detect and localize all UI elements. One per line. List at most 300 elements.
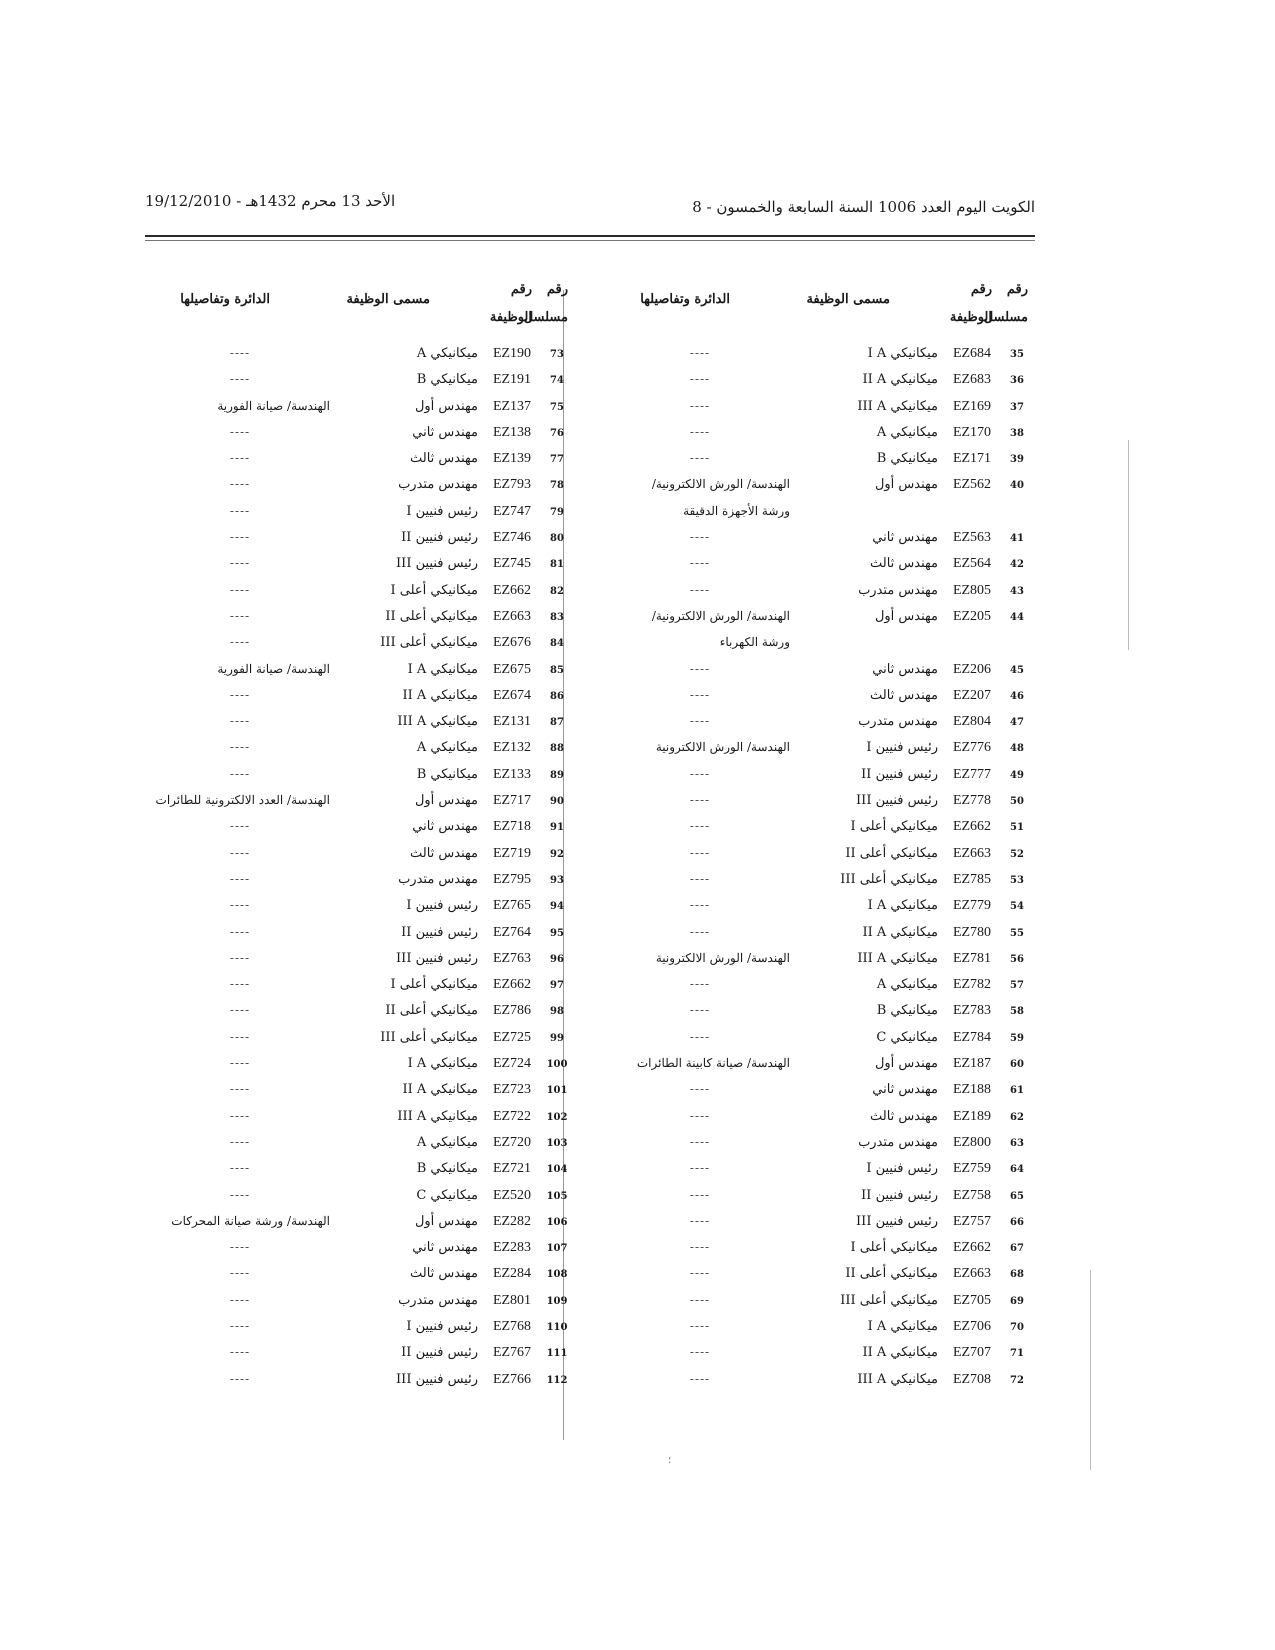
job-title: ميكانيكي II A bbox=[862, 372, 938, 388]
serial-number: 95 bbox=[550, 927, 564, 939]
department: الهندسة/ صيانة الفورية bbox=[217, 661, 330, 676]
department: ---- bbox=[689, 556, 711, 571]
job-code: EZ662 bbox=[952, 1240, 992, 1256]
table-row bbox=[130, 1184, 570, 1210]
job-title: مهندس متدرب bbox=[398, 1292, 478, 1308]
table-row bbox=[130, 710, 570, 736]
serial-number: 67 bbox=[1010, 1243, 1024, 1255]
header-job-title: مسمى الوظيفة bbox=[806, 292, 890, 307]
department: ---- bbox=[689, 398, 711, 413]
department: ---- bbox=[689, 1082, 711, 1097]
job-code: EZ206 bbox=[952, 661, 992, 677]
job-code: EZ723 bbox=[492, 1082, 532, 1098]
serial-number: 58 bbox=[1010, 1006, 1024, 1018]
department: ---- bbox=[229, 372, 251, 387]
job-code: EZ189 bbox=[952, 1108, 992, 1124]
table-row bbox=[590, 579, 1030, 605]
job-title: ميكانيكي أعلى II bbox=[845, 1266, 938, 1282]
serial-number: 63 bbox=[1010, 1137, 1024, 1149]
job-title: رئيس فنيين III bbox=[856, 793, 938, 809]
serial-number: 108 bbox=[546, 1269, 568, 1281]
department: ---- bbox=[229, 845, 251, 860]
scan-mark: ؛ bbox=[668, 1455, 672, 1466]
department: ---- bbox=[229, 477, 251, 492]
job-code: EZ721 bbox=[492, 1161, 532, 1177]
department: الهندسة/ صيانة الفورية bbox=[217, 398, 330, 413]
job-title: ميكانيكي II A bbox=[862, 924, 938, 940]
serial-number: 106 bbox=[546, 1216, 568, 1228]
department: ---- bbox=[229, 346, 251, 360]
serial-number: 109 bbox=[546, 1295, 568, 1307]
job-title: ميكانيكي أعلى II bbox=[385, 1003, 478, 1019]
serial-number: 94 bbox=[550, 901, 564, 913]
department: ---- bbox=[689, 898, 711, 913]
department: الهندسة/ ورشة صيانة المحركات bbox=[171, 1213, 330, 1228]
department: ورشة الكهرباء bbox=[719, 635, 790, 650]
table-row bbox=[590, 1341, 1030, 1367]
job-title: مهندس ثاني bbox=[872, 530, 938, 546]
job-title: رئيس فنيين II bbox=[401, 530, 478, 546]
job-code: EZ675 bbox=[492, 661, 532, 677]
table-row bbox=[130, 368, 570, 394]
job-code: EZ662 bbox=[952, 819, 992, 835]
department: ---- bbox=[689, 530, 711, 545]
job-title: ميكانيكي أعلى III bbox=[380, 635, 478, 651]
table-row bbox=[130, 631, 570, 657]
job-code: EZ795 bbox=[492, 871, 532, 887]
table-row bbox=[130, 815, 570, 841]
job-title: ميكانيكي I A bbox=[867, 346, 938, 361]
department: الهندسة/ الورش الالكترونية bbox=[655, 740, 790, 755]
department: ---- bbox=[229, 582, 251, 597]
job-title: رئيس فنيين II bbox=[401, 924, 478, 940]
job-code: EZ779 bbox=[952, 898, 992, 914]
department: ---- bbox=[229, 635, 251, 650]
serial-number: 89 bbox=[550, 769, 564, 781]
table-row bbox=[590, 973, 1030, 999]
serial-number: 55 bbox=[1010, 927, 1024, 939]
serial-number: 60 bbox=[1010, 1059, 1024, 1071]
job-code: EZ707 bbox=[952, 1345, 992, 1361]
job-title: مهندس متدرب bbox=[858, 582, 938, 598]
table-row bbox=[590, 421, 1030, 447]
job-code: EZ745 bbox=[492, 556, 532, 572]
serial-number: 69 bbox=[1010, 1295, 1024, 1307]
serial-number: 110 bbox=[546, 1321, 568, 1333]
job-title: مهندس ثاني bbox=[872, 1082, 938, 1098]
table-row bbox=[130, 894, 570, 920]
scan-artifact-line bbox=[1090, 1270, 1091, 1470]
job-code: EZ190 bbox=[492, 346, 532, 361]
department: ---- bbox=[689, 424, 711, 439]
jobs-table-right-column bbox=[590, 280, 1030, 1394]
table-row bbox=[590, 395, 1030, 421]
department: ---- bbox=[229, 819, 251, 834]
job-code: EZ724 bbox=[492, 1056, 532, 1072]
job-title: مهندس أول bbox=[414, 1213, 478, 1229]
serial-number: 61 bbox=[1010, 1085, 1024, 1097]
serial-number: 57 bbox=[1010, 980, 1024, 992]
table-row bbox=[590, 1131, 1030, 1157]
serial-number: 78 bbox=[550, 480, 564, 492]
table-header bbox=[130, 280, 570, 342]
table-row bbox=[130, 1315, 570, 1341]
serial-number: 48 bbox=[1010, 743, 1024, 755]
serial-number: 65 bbox=[1010, 1190, 1024, 1202]
job-title: ميكانيكي I A bbox=[867, 898, 938, 914]
serial-number: 59 bbox=[1010, 1032, 1024, 1044]
serial-number: 46 bbox=[1010, 690, 1024, 702]
table-row bbox=[590, 631, 1030, 657]
job-code: EZ207 bbox=[952, 687, 992, 703]
header-serial: رقم bbox=[1006, 282, 1028, 297]
job-code: EZ663 bbox=[492, 608, 532, 624]
header-department: الدائرة وتفاصيلها bbox=[180, 292, 270, 307]
table-row bbox=[590, 1210, 1030, 1236]
job-title: مهندس أول bbox=[874, 608, 938, 624]
job-code: EZ131 bbox=[492, 714, 532, 730]
job-title: ميكانيكي A bbox=[416, 346, 478, 361]
job-title: ميكانيكي B bbox=[416, 372, 478, 388]
header-serial-line2: مسلسل bbox=[523, 310, 568, 325]
job-code: EZ777 bbox=[952, 766, 992, 782]
header-job-title: مسمى الوظيفة bbox=[346, 292, 430, 307]
job-code: EZ767 bbox=[492, 1345, 532, 1361]
serial-number: 101 bbox=[546, 1085, 568, 1097]
job-title: مهندس ثالث bbox=[869, 687, 938, 703]
job-code: EZ562 bbox=[952, 477, 992, 493]
job-title: مهندس ثالث bbox=[869, 556, 938, 572]
job-title: ميكانيكي II A bbox=[402, 687, 478, 703]
serial-number: 77 bbox=[550, 454, 564, 466]
table-row bbox=[130, 947, 570, 973]
job-code: EZ722 bbox=[492, 1108, 532, 1124]
table-row bbox=[130, 868, 570, 894]
table-row bbox=[590, 1236, 1030, 1262]
department: ---- bbox=[689, 1003, 711, 1018]
serial-number: 91 bbox=[550, 822, 564, 834]
serial-number: 87 bbox=[550, 717, 564, 729]
department: ---- bbox=[229, 530, 251, 545]
serial-number: 56 bbox=[1010, 953, 1024, 965]
table-row bbox=[130, 789, 570, 815]
serial-number: 74 bbox=[550, 375, 564, 387]
table-header bbox=[590, 280, 1030, 342]
serial-number: 45 bbox=[1010, 664, 1024, 676]
header-department: الدائرة وتفاصيلها bbox=[640, 292, 730, 307]
department: ---- bbox=[229, 1082, 251, 1097]
table-row bbox=[130, 500, 570, 526]
department: ---- bbox=[689, 977, 711, 992]
job-title: مهندس أول bbox=[414, 793, 478, 809]
serial-number: 37 bbox=[1010, 401, 1024, 413]
serial-number: 105 bbox=[546, 1190, 568, 1202]
job-title: مهندس ثاني bbox=[872, 661, 938, 677]
header-code-line2: الوظيفة bbox=[949, 310, 992, 325]
job-code: EZ785 bbox=[952, 871, 992, 887]
department: الهندسة/ الورش الالكترونية bbox=[655, 950, 790, 965]
header-serial-line2: مسلسل bbox=[983, 310, 1028, 325]
serial-number: 112 bbox=[546, 1374, 568, 1386]
header-code: رقم bbox=[510, 282, 532, 297]
header-serial: رقم bbox=[546, 282, 568, 297]
serial-number: 39 bbox=[1010, 454, 1024, 466]
job-title: ميكانيكي أعلى I bbox=[850, 1240, 938, 1256]
department: ---- bbox=[229, 1056, 251, 1071]
department: ---- bbox=[689, 924, 711, 939]
job-code: EZ768 bbox=[492, 1318, 532, 1334]
department: ---- bbox=[229, 451, 251, 466]
serial-number: 81 bbox=[550, 559, 564, 571]
job-code: EZ170 bbox=[952, 424, 992, 440]
table-row bbox=[590, 342, 1030, 368]
table-row bbox=[590, 1157, 1030, 1183]
job-code: EZ663 bbox=[952, 1266, 992, 1282]
job-title: رئيس فنيين I bbox=[406, 503, 478, 519]
job-code: EZ801 bbox=[492, 1292, 532, 1308]
serial-number: 54 bbox=[1010, 901, 1024, 913]
job-title: رئيس فنيين II bbox=[861, 766, 938, 782]
table-row bbox=[590, 1368, 1030, 1394]
table-row bbox=[130, 1368, 570, 1394]
department: ---- bbox=[229, 1345, 251, 1360]
job-title: مهندس متدرب bbox=[398, 871, 478, 887]
serial-number: 36 bbox=[1010, 375, 1024, 387]
job-code: EZ138 bbox=[492, 424, 532, 440]
serial-number: 93 bbox=[550, 874, 564, 886]
serial-number: 92 bbox=[550, 848, 564, 860]
department: ---- bbox=[689, 687, 711, 702]
serial-number: 49 bbox=[1010, 769, 1024, 781]
department: ---- bbox=[229, 1003, 251, 1018]
job-title: رئيس فنيين III bbox=[396, 556, 478, 572]
job-code: EZ191 bbox=[492, 372, 532, 388]
table-row bbox=[130, 1236, 570, 1262]
table-row bbox=[590, 921, 1030, 947]
table-row bbox=[590, 815, 1030, 841]
table-row bbox=[590, 1078, 1030, 1104]
table-row bbox=[590, 473, 1030, 499]
job-title: مهندس ثالث bbox=[409, 1266, 478, 1282]
job-title: ميكانيكي III A bbox=[857, 1371, 938, 1387]
job-title: رئيس فنيين II bbox=[861, 1187, 938, 1203]
serial-number: 66 bbox=[1010, 1216, 1024, 1228]
job-title: ميكانيكي II A bbox=[402, 1082, 478, 1098]
department: ---- bbox=[689, 714, 711, 729]
department: ---- bbox=[229, 424, 251, 439]
table-row bbox=[590, 605, 1030, 631]
serial-number: 73 bbox=[550, 349, 564, 360]
serial-number: 50 bbox=[1010, 796, 1024, 808]
serial-number: 42 bbox=[1010, 559, 1024, 571]
table-row bbox=[130, 1210, 570, 1236]
table-row bbox=[130, 1289, 570, 1315]
table-row bbox=[130, 342, 570, 368]
job-code: EZ563 bbox=[952, 530, 992, 546]
job-code: EZ683 bbox=[952, 372, 992, 388]
job-title: ميكانيكي B bbox=[876, 1003, 938, 1019]
table-row bbox=[130, 1131, 570, 1157]
serial-number: 80 bbox=[550, 533, 564, 545]
job-title: ميكانيكي A bbox=[416, 740, 478, 756]
job-title: ميكانيكي أعلى III bbox=[380, 1029, 478, 1045]
job-title: ميكانيكي A bbox=[876, 977, 938, 993]
header-code-line2: الوظيفة bbox=[489, 310, 532, 325]
job-title: ميكانيكي II A bbox=[862, 1345, 938, 1361]
job-title: ميكانيكي I A bbox=[407, 661, 478, 677]
department: ---- bbox=[229, 898, 251, 913]
job-title: ميكانيكي أعلى I bbox=[850, 819, 938, 835]
table-row bbox=[130, 605, 570, 631]
job-code: EZ137 bbox=[492, 398, 532, 414]
serial-number: 79 bbox=[550, 506, 564, 518]
header-rule-thin bbox=[145, 240, 1035, 241]
job-title: مهندس ثالث bbox=[409, 845, 478, 861]
table-row bbox=[130, 1052, 570, 1078]
job-title: مهندس أول bbox=[874, 477, 938, 493]
department: ---- bbox=[689, 1266, 711, 1281]
job-code: EZ783 bbox=[952, 1003, 992, 1019]
table-row bbox=[130, 1026, 570, 1052]
serial-number: 40 bbox=[1010, 480, 1024, 492]
job-code: EZ763 bbox=[492, 950, 532, 966]
job-code: EZ132 bbox=[492, 740, 532, 756]
department: ---- bbox=[229, 1187, 251, 1202]
job-code: EZ784 bbox=[952, 1029, 992, 1045]
job-code: EZ708 bbox=[952, 1371, 992, 1387]
job-title: رئيس فنيين I bbox=[866, 740, 938, 756]
job-code: EZ805 bbox=[952, 582, 992, 598]
job-title: ميكانيكي C bbox=[416, 1187, 478, 1203]
table-row bbox=[590, 868, 1030, 894]
job-code: EZ747 bbox=[492, 503, 532, 519]
job-title: ميكانيكي أعلى II bbox=[845, 845, 938, 861]
job-code: EZ746 bbox=[492, 530, 532, 546]
department: الهندسة/ العدد الالكترونية للطائرات bbox=[155, 793, 330, 808]
serial-number: 44 bbox=[1010, 611, 1024, 623]
job-code: EZ720 bbox=[492, 1134, 532, 1150]
table-row bbox=[590, 1026, 1030, 1052]
job-code: EZ705 bbox=[952, 1292, 992, 1308]
serial-number: 72 bbox=[1010, 1374, 1024, 1386]
jobs-table-left-column bbox=[130, 280, 570, 1394]
job-code: EZ765 bbox=[492, 898, 532, 914]
department: ---- bbox=[689, 766, 711, 781]
job-code: EZ780 bbox=[952, 924, 992, 940]
table-row bbox=[130, 658, 570, 684]
job-title: ميكانيكي B bbox=[416, 1161, 478, 1177]
serial-number: 43 bbox=[1010, 585, 1024, 597]
department: ---- bbox=[689, 1161, 711, 1176]
serial-number: 85 bbox=[550, 664, 564, 676]
job-title: ميكانيكي III A bbox=[397, 714, 478, 730]
department: ---- bbox=[229, 1292, 251, 1307]
serial-number: 70 bbox=[1010, 1321, 1024, 1333]
table-row bbox=[130, 684, 570, 710]
job-code: EZ706 bbox=[952, 1318, 992, 1334]
serial-number: 62 bbox=[1010, 1111, 1024, 1123]
serial-number: 51 bbox=[1010, 822, 1024, 834]
job-code: EZ725 bbox=[492, 1029, 532, 1045]
department: ---- bbox=[229, 740, 251, 755]
serial-number: 96 bbox=[550, 953, 564, 965]
department: ---- bbox=[229, 714, 251, 729]
table-row bbox=[590, 1315, 1030, 1341]
job-code: EZ171 bbox=[952, 451, 992, 467]
serial-number: 52 bbox=[1010, 848, 1024, 860]
job-title: مهندس أول bbox=[414, 398, 478, 414]
job-title: مهندس ثاني bbox=[412, 1240, 478, 1256]
table-row bbox=[590, 447, 1030, 473]
job-title: ميكانيكي I A bbox=[867, 1318, 938, 1334]
serial-number: 97 bbox=[550, 980, 564, 992]
job-code: EZ520 bbox=[492, 1187, 532, 1203]
job-title: ميكانيكي B bbox=[876, 451, 938, 467]
job-title: ميكانيكي C bbox=[876, 1029, 938, 1045]
job-title: رئيس فنيين III bbox=[396, 1371, 478, 1387]
serial-number: 41 bbox=[1010, 533, 1024, 545]
job-title: ميكانيكي I A bbox=[407, 1056, 478, 1072]
job-code: EZ284 bbox=[492, 1266, 532, 1282]
scan-artifact-line bbox=[1128, 440, 1129, 650]
job-code: EZ662 bbox=[492, 582, 532, 598]
department: ---- bbox=[689, 819, 711, 834]
job-code: EZ719 bbox=[492, 845, 532, 861]
job-code: EZ778 bbox=[952, 793, 992, 809]
department: الهندسة/ صيانة كابينة الطائرات bbox=[636, 1056, 790, 1071]
header-issue-info: الكويت اليوم العدد 1006 السنة السابعة والخمسون - 8 bbox=[692, 198, 1035, 216]
header-date: الأحد 13 محرم 1432هـ - 19/12/2010 bbox=[145, 192, 396, 210]
serial-number: 103 bbox=[546, 1137, 568, 1149]
job-code: EZ663 bbox=[952, 845, 992, 861]
department: ---- bbox=[229, 687, 251, 702]
job-title: ميكانيكي A bbox=[416, 1134, 478, 1150]
job-title: رئيس فنيين III bbox=[856, 1213, 938, 1229]
serial-number: 83 bbox=[550, 611, 564, 623]
table-row bbox=[130, 1157, 570, 1183]
job-title: مهندس ثالث bbox=[409, 451, 478, 467]
page-header bbox=[145, 188, 1035, 228]
table-row bbox=[590, 526, 1030, 552]
table-row bbox=[130, 921, 570, 947]
department: ---- bbox=[689, 1187, 711, 1202]
job-code: EZ757 bbox=[952, 1213, 992, 1229]
table-row bbox=[130, 1078, 570, 1104]
job-code: EZ564 bbox=[952, 556, 992, 572]
department: ---- bbox=[229, 977, 251, 992]
job-title: ميكانيكي III A bbox=[397, 1108, 478, 1124]
table-row bbox=[590, 684, 1030, 710]
table-row bbox=[130, 1105, 570, 1131]
serial-number: 99 bbox=[550, 1032, 564, 1044]
table-row bbox=[130, 763, 570, 789]
table-row bbox=[130, 973, 570, 999]
department: ---- bbox=[689, 346, 711, 360]
job-code: EZ781 bbox=[952, 950, 992, 966]
table-row bbox=[590, 999, 1030, 1025]
serial-number: 100 bbox=[546, 1059, 568, 1071]
department: ---- bbox=[689, 1134, 711, 1149]
table-row bbox=[590, 368, 1030, 394]
department: ---- bbox=[229, 1371, 251, 1386]
department: ---- bbox=[229, 1266, 251, 1281]
job-code: EZ139 bbox=[492, 451, 532, 467]
department: ---- bbox=[229, 1240, 251, 1255]
table-row bbox=[130, 1262, 570, 1288]
serial-number: 88 bbox=[550, 743, 564, 755]
job-title: ميكانيكي أعلى III bbox=[840, 871, 938, 887]
department: ---- bbox=[229, 608, 251, 623]
